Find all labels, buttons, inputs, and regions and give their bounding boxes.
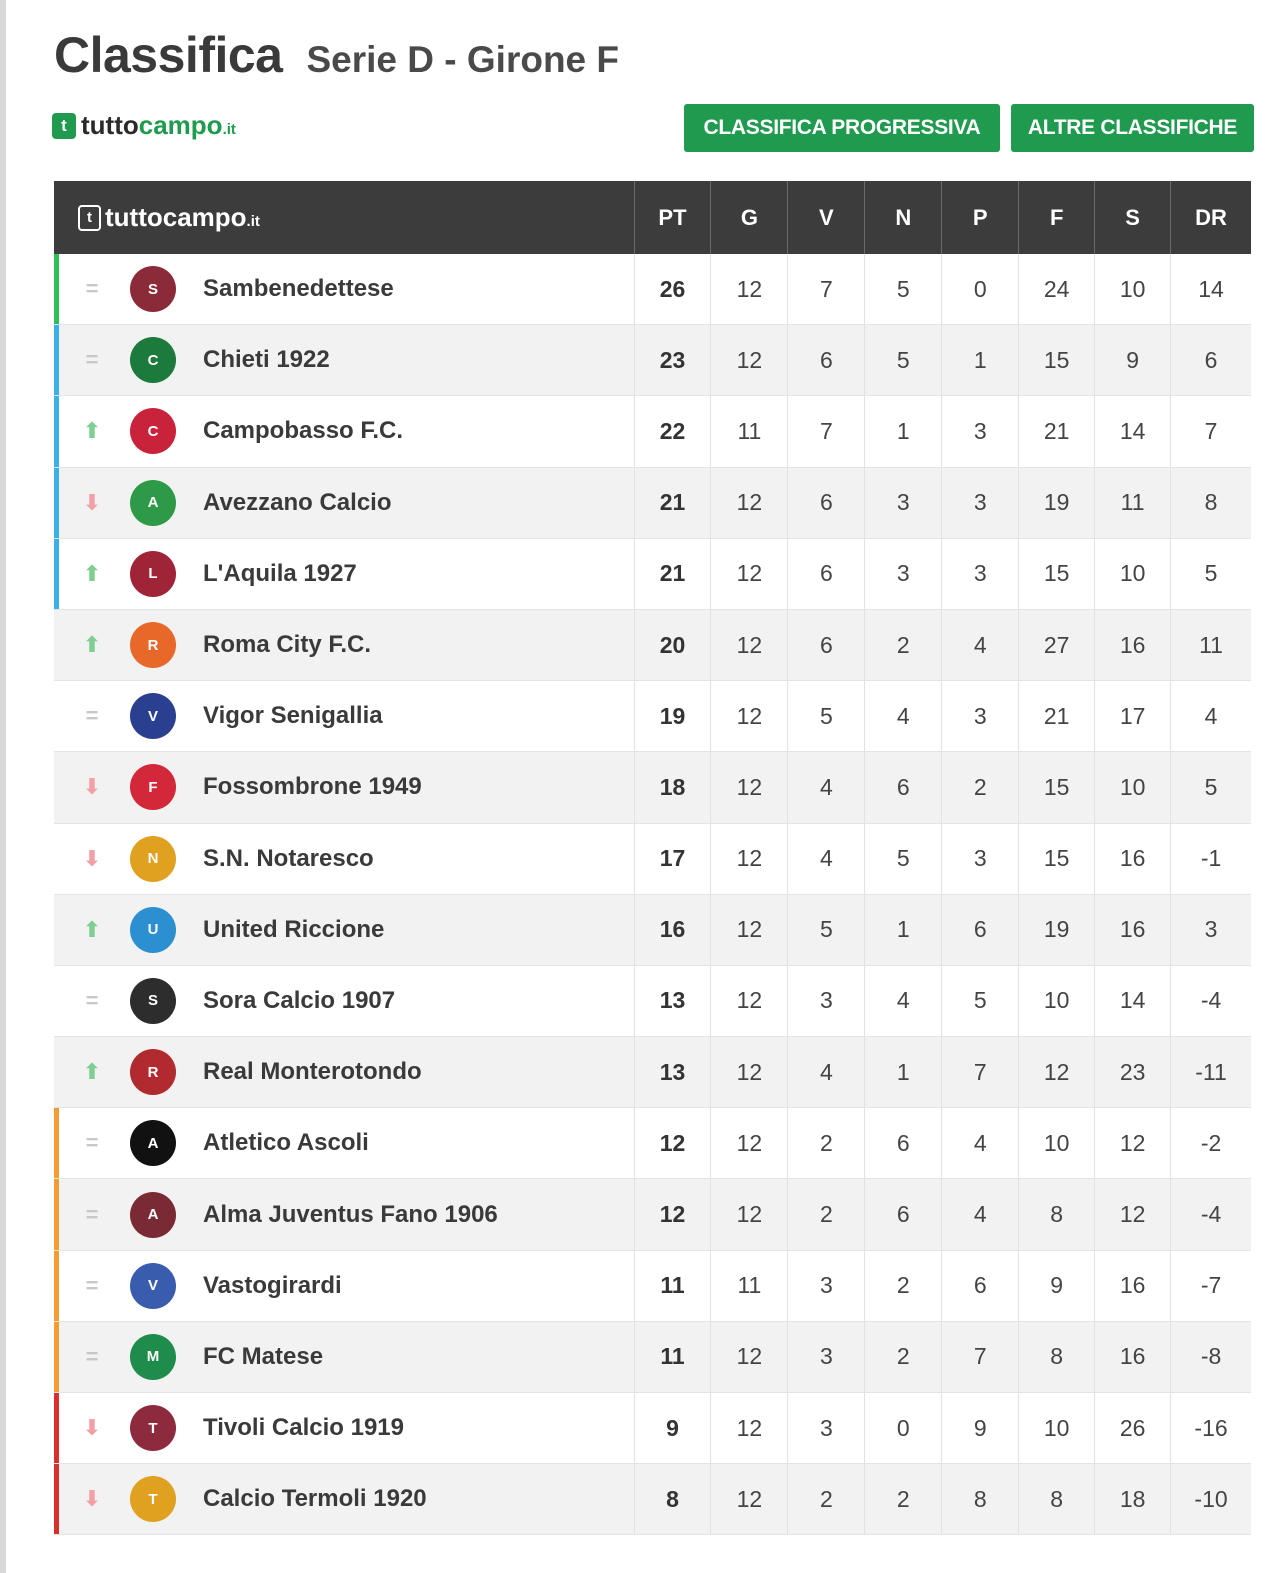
team-crest-icon[interactable]: A bbox=[130, 480, 176, 526]
cell-p: 3 bbox=[941, 824, 1018, 894]
cell-pt: 22 bbox=[634, 396, 711, 466]
team-cell bbox=[54, 752, 634, 822]
team-crest-icon[interactable]: R bbox=[130, 1049, 176, 1095]
team-crest-icon[interactable]: V bbox=[130, 693, 176, 739]
column-header-p[interactable]: P bbox=[941, 181, 1018, 254]
team-crest-icon[interactable]: C bbox=[130, 337, 176, 383]
column-header-f[interactable]: F bbox=[1018, 181, 1094, 254]
team-cell bbox=[54, 681, 634, 751]
zone-stripe bbox=[54, 1251, 59, 1321]
column-header-g[interactable]: G bbox=[710, 181, 787, 254]
team-cell bbox=[54, 824, 634, 894]
table-row[interactable] bbox=[54, 1251, 1251, 1322]
cell-v: 3 bbox=[787, 1251, 864, 1321]
cell-v: 2 bbox=[787, 1179, 864, 1249]
cell-dr: 4 bbox=[1170, 681, 1251, 751]
table-row[interactable] bbox=[54, 1322, 1251, 1393]
cell-p: 2 bbox=[941, 752, 1018, 822]
arrow-up-icon: ⬆ bbox=[82, 1059, 102, 1085]
team-name[interactable]: L'Aquila 1927 bbox=[203, 559, 357, 587]
team-cell bbox=[54, 1464, 634, 1534]
team-crest-icon[interactable]: V bbox=[130, 1263, 176, 1309]
team-crest-icon[interactable]: U bbox=[130, 907, 176, 953]
team-name[interactable]: Vigor Senigallia bbox=[203, 702, 383, 730]
cell-f: 15 bbox=[1018, 539, 1094, 609]
cell-n: 4 bbox=[864, 681, 941, 751]
cell-f: 9 bbox=[1018, 1251, 1094, 1321]
cell-f: 15 bbox=[1018, 824, 1094, 894]
cell-pt: 21 bbox=[634, 539, 711, 609]
cell-f: 10 bbox=[1018, 1393, 1094, 1463]
team-name[interactable]: Vastogirardi bbox=[203, 1271, 342, 1299]
arrow-up-icon: ⬆ bbox=[82, 560, 102, 586]
zone-stripe bbox=[54, 539, 59, 609]
cell-v: 6 bbox=[787, 468, 864, 538]
cell-p: 0 bbox=[941, 254, 1018, 324]
table-row[interactable] bbox=[54, 468, 1251, 539]
team-crest-icon[interactable]: S bbox=[130, 978, 176, 1024]
cell-f: 10 bbox=[1018, 1108, 1094, 1178]
altre-classifiche-button[interactable]: ALTRE CLASSIFICHE bbox=[1011, 104, 1254, 152]
arrow-down-icon: ⬇ bbox=[82, 1486, 102, 1512]
cell-n: 3 bbox=[864, 539, 941, 609]
cell-s: 11 bbox=[1094, 468, 1170, 538]
cell-g: 11 bbox=[710, 1251, 787, 1321]
zone-stripe bbox=[54, 325, 59, 395]
equals-icon: = bbox=[85, 1201, 99, 1227]
cell-p: 6 bbox=[941, 895, 1018, 965]
arrow-up-icon: ⬆ bbox=[82, 418, 102, 444]
equals-icon: = bbox=[85, 1130, 99, 1156]
cell-p: 8 bbox=[941, 1464, 1018, 1534]
cell-f: 8 bbox=[1018, 1322, 1094, 1392]
cell-p: 6 bbox=[941, 1251, 1018, 1321]
cell-f: 24 bbox=[1018, 254, 1094, 324]
table-row[interactable] bbox=[54, 895, 1251, 966]
team-cell bbox=[54, 396, 634, 466]
cell-p: 5 bbox=[941, 966, 1018, 1036]
table-row[interactable] bbox=[54, 824, 1251, 895]
team-cell bbox=[54, 1179, 634, 1249]
standings-table bbox=[54, 181, 1251, 1535]
cell-dr: 3 bbox=[1170, 895, 1251, 965]
cell-dr: 8 bbox=[1170, 468, 1251, 538]
table-row[interactable] bbox=[54, 1393, 1251, 1464]
team-crest-icon[interactable]: A bbox=[130, 1192, 176, 1238]
cell-v: 7 bbox=[787, 396, 864, 466]
arrow-up-icon: ⬆ bbox=[82, 916, 102, 942]
cell-pt: 13 bbox=[634, 1037, 711, 1107]
cell-g: 12 bbox=[710, 752, 787, 822]
cell-v: 3 bbox=[787, 1322, 864, 1392]
zone-stripe bbox=[54, 1322, 59, 1392]
cell-g: 12 bbox=[710, 895, 787, 965]
cell-s: 9 bbox=[1094, 325, 1170, 395]
cell-s: 16 bbox=[1094, 1251, 1170, 1321]
cell-dr: 6 bbox=[1170, 325, 1251, 395]
cell-n: 5 bbox=[864, 325, 941, 395]
cell-dr: -1 bbox=[1170, 824, 1251, 894]
cell-s: 10 bbox=[1094, 752, 1170, 822]
table-header bbox=[54, 181, 1251, 254]
cell-pt: 20 bbox=[634, 610, 711, 680]
zone-stripe bbox=[54, 1393, 59, 1463]
cell-p: 3 bbox=[941, 396, 1018, 466]
table-row[interactable] bbox=[54, 539, 1251, 610]
team-crest-icon[interactable]: T bbox=[130, 1405, 176, 1451]
cell-s: 10 bbox=[1094, 254, 1170, 324]
cell-v: 6 bbox=[787, 610, 864, 680]
zone-stripe bbox=[54, 1108, 59, 1178]
cell-f: 19 bbox=[1018, 468, 1094, 538]
team-name[interactable]: United Riccione bbox=[203, 915, 385, 943]
team-cell bbox=[54, 1322, 634, 1392]
page-title: Classifica bbox=[54, 27, 283, 83]
cell-p: 7 bbox=[941, 1037, 1018, 1107]
cell-n: 5 bbox=[864, 254, 941, 324]
team-crest-icon[interactable]: C bbox=[130, 408, 176, 454]
cell-n: 4 bbox=[864, 966, 941, 1036]
cell-p: 4 bbox=[941, 1108, 1018, 1178]
team-name[interactable]: Sambenedettese bbox=[203, 275, 394, 303]
cell-n: 2 bbox=[864, 1464, 941, 1534]
team-cell bbox=[54, 1037, 634, 1107]
page-subtitle: Serie D - Girone F bbox=[306, 39, 619, 80]
cell-s: 18 bbox=[1094, 1464, 1170, 1534]
cell-p: 3 bbox=[941, 681, 1018, 751]
cell-n: 2 bbox=[864, 1322, 941, 1392]
equals-icon: = bbox=[85, 1343, 99, 1369]
team-crest-icon[interactable]: F bbox=[130, 764, 176, 810]
cell-pt: 12 bbox=[634, 1179, 711, 1249]
cell-f: 15 bbox=[1018, 752, 1094, 822]
column-header-pt[interactable]: PT bbox=[634, 181, 711, 254]
cell-pt: 21 bbox=[634, 468, 711, 538]
arrow-up-icon: ⬆ bbox=[82, 632, 102, 658]
team-name[interactable]: Atletico Ascoli bbox=[203, 1129, 369, 1157]
cell-s: 14 bbox=[1094, 396, 1170, 466]
cell-n: 5 bbox=[864, 824, 941, 894]
cell-p: 3 bbox=[941, 468, 1018, 538]
cell-f: 21 bbox=[1018, 681, 1094, 751]
cell-f: 19 bbox=[1018, 895, 1094, 965]
team-crest-icon[interactable]: M bbox=[130, 1334, 176, 1380]
zone-stripe bbox=[54, 1179, 59, 1249]
cell-dr: -8 bbox=[1170, 1322, 1251, 1392]
cell-p: 1 bbox=[941, 325, 1018, 395]
team-name[interactable]: Calcio Termoli 1920 bbox=[203, 1485, 427, 1513]
cell-pt: 11 bbox=[634, 1251, 711, 1321]
cell-pt: 8 bbox=[634, 1464, 711, 1534]
table-row[interactable] bbox=[54, 1108, 1251, 1179]
team-name[interactable]: Tivoli Calcio 1919 bbox=[203, 1414, 404, 1442]
cell-v: 4 bbox=[787, 1037, 864, 1107]
arrow-down-icon: ⬇ bbox=[82, 774, 102, 800]
cell-dr: -10 bbox=[1170, 1464, 1251, 1534]
zone-stripe bbox=[54, 1464, 59, 1534]
cell-f: 12 bbox=[1018, 1037, 1094, 1107]
header-brand-text: tuttocampo bbox=[105, 202, 247, 232]
cell-dr: -4 bbox=[1170, 1179, 1251, 1249]
cell-s: 16 bbox=[1094, 610, 1170, 680]
cell-dr: 5 bbox=[1170, 752, 1251, 822]
cell-n: 6 bbox=[864, 1108, 941, 1178]
brand-name-dark: tutto bbox=[81, 110, 139, 140]
cell-v: 6 bbox=[787, 539, 864, 609]
cell-pt: 11 bbox=[634, 1322, 711, 1392]
team-crest-icon[interactable]: R bbox=[130, 622, 176, 668]
cell-v: 2 bbox=[787, 1108, 864, 1178]
equals-icon: = bbox=[85, 347, 99, 373]
arrow-down-icon: ⬇ bbox=[82, 489, 102, 515]
table-row[interactable] bbox=[54, 610, 1251, 681]
cell-g: 12 bbox=[710, 1393, 787, 1463]
cell-s: 23 bbox=[1094, 1037, 1170, 1107]
cell-n: 1 bbox=[864, 895, 941, 965]
cell-p: 4 bbox=[941, 1179, 1018, 1249]
table-row[interactable] bbox=[54, 254, 1251, 325]
table-row[interactable] bbox=[54, 396, 1251, 467]
left-edge-bar bbox=[0, 0, 6, 1573]
team-crest-icon[interactable]: S bbox=[130, 266, 176, 312]
team-cell bbox=[54, 468, 634, 538]
cell-v: 3 bbox=[787, 1393, 864, 1463]
column-header-n[interactable]: N bbox=[864, 181, 941, 254]
cell-f: 8 bbox=[1018, 1464, 1094, 1534]
cell-pt: 23 bbox=[634, 325, 711, 395]
table-row[interactable] bbox=[54, 966, 1251, 1037]
cell-n: 1 bbox=[864, 1037, 941, 1107]
team-cell bbox=[54, 1108, 634, 1178]
team-name[interactable]: Fossombrone 1949 bbox=[203, 773, 422, 801]
table-row[interactable] bbox=[54, 1179, 1251, 1250]
cell-p: 9 bbox=[941, 1393, 1018, 1463]
cell-n: 3 bbox=[864, 468, 941, 538]
team-name[interactable]: Roma City F.C. bbox=[203, 631, 372, 659]
cell-pt: 9 bbox=[634, 1393, 711, 1463]
brand-name-green: campo bbox=[138, 110, 223, 140]
cell-s: 12 bbox=[1094, 1108, 1170, 1178]
cell-n: 2 bbox=[864, 610, 941, 680]
header-brand-tld: .it bbox=[246, 213, 260, 230]
team-cell bbox=[54, 1393, 634, 1463]
cell-pt: 16 bbox=[634, 895, 711, 965]
brand-tld: .it bbox=[222, 121, 236, 138]
cell-n: 6 bbox=[864, 752, 941, 822]
team-cell bbox=[54, 966, 634, 1036]
cell-pt: 12 bbox=[634, 1108, 711, 1178]
team-crest-icon[interactable]: L bbox=[130, 551, 176, 597]
cell-dr: 7 bbox=[1170, 396, 1251, 466]
equals-icon: = bbox=[85, 1272, 99, 1298]
cell-s: 26 bbox=[1094, 1393, 1170, 1463]
cell-g: 12 bbox=[710, 1108, 787, 1178]
cell-s: 16 bbox=[1094, 895, 1170, 965]
cell-s: 17 bbox=[1094, 681, 1170, 751]
cell-p: 7 bbox=[941, 1322, 1018, 1392]
cell-pt: 26 bbox=[634, 254, 711, 324]
cell-n: 0 bbox=[864, 1393, 941, 1463]
cell-s: 10 bbox=[1094, 539, 1170, 609]
team-name[interactable]: Sora Calcio 1907 bbox=[203, 986, 396, 1014]
column-header-v[interactable]: V bbox=[787, 181, 864, 254]
team-name[interactable]: Campobasso F.C. bbox=[203, 417, 404, 445]
cell-f: 27 bbox=[1018, 610, 1094, 680]
team-name[interactable]: FC Matese bbox=[203, 1342, 324, 1370]
cell-v: 5 bbox=[787, 681, 864, 751]
header-brand bbox=[54, 181, 634, 254]
cell-pt: 18 bbox=[634, 752, 711, 822]
team-name[interactable]: Real Monterotondo bbox=[203, 1058, 422, 1086]
team-name[interactable]: S.N. Notaresco bbox=[203, 844, 374, 872]
team-cell bbox=[54, 539, 634, 609]
cell-v: 6 bbox=[787, 325, 864, 395]
cell-f: 10 bbox=[1018, 966, 1094, 1036]
cell-s: 16 bbox=[1094, 824, 1170, 894]
cell-p: 4 bbox=[941, 610, 1018, 680]
zone-stripe bbox=[54, 254, 59, 324]
table-body bbox=[54, 254, 1251, 1535]
header-brand-name bbox=[105, 202, 260, 233]
cell-g: 12 bbox=[710, 1179, 787, 1249]
classifica-progressiva-button[interactable]: CLASSIFICA PROGRESSIVA bbox=[684, 104, 1000, 152]
cell-dr: 11 bbox=[1170, 610, 1251, 680]
cell-f: 21 bbox=[1018, 396, 1094, 466]
equals-icon: = bbox=[85, 703, 99, 729]
column-header-dr[interactable]: DR bbox=[1170, 181, 1251, 254]
team-crest-icon[interactable]: N bbox=[130, 836, 176, 882]
cell-v: 4 bbox=[787, 824, 864, 894]
cell-dr: -2 bbox=[1170, 1108, 1251, 1178]
cell-v: 2 bbox=[787, 1464, 864, 1534]
cell-dr: -7 bbox=[1170, 1251, 1251, 1321]
tuttocampo-logo-icon: t bbox=[52, 113, 76, 139]
arrow-down-icon: ⬇ bbox=[82, 845, 102, 871]
cell-g: 12 bbox=[710, 1037, 787, 1107]
equals-icon: = bbox=[85, 276, 99, 302]
arrow-down-icon: ⬇ bbox=[82, 1415, 102, 1441]
cell-s: 12 bbox=[1094, 1179, 1170, 1249]
team-crest-icon[interactable]: T bbox=[130, 1476, 176, 1522]
cell-g: 11 bbox=[710, 396, 787, 466]
table-row[interactable] bbox=[54, 1037, 1251, 1108]
zone-stripe bbox=[54, 468, 59, 538]
cell-pt: 19 bbox=[634, 681, 711, 751]
cell-g: 12 bbox=[710, 468, 787, 538]
cell-g: 12 bbox=[710, 824, 787, 894]
cell-g: 12 bbox=[710, 610, 787, 680]
cell-g: 12 bbox=[710, 1322, 787, 1392]
cell-dr: -11 bbox=[1170, 1037, 1251, 1107]
cell-n: 6 bbox=[864, 1179, 941, 1249]
brand-name bbox=[81, 110, 236, 141]
table-row[interactable] bbox=[54, 752, 1251, 823]
table-row[interactable] bbox=[54, 325, 1251, 396]
table-row[interactable] bbox=[54, 1464, 1251, 1535]
cell-n: 2 bbox=[864, 1251, 941, 1321]
cell-pt: 17 bbox=[634, 824, 711, 894]
cell-dr: -16 bbox=[1170, 1393, 1251, 1463]
team-cell bbox=[54, 254, 634, 324]
cell-p: 3 bbox=[941, 539, 1018, 609]
cell-g: 12 bbox=[710, 681, 787, 751]
cell-g: 12 bbox=[710, 325, 787, 395]
team-name[interactable]: Chieti 1922 bbox=[203, 346, 330, 374]
cell-g: 12 bbox=[710, 966, 787, 1036]
team-cell bbox=[54, 895, 634, 965]
equals-icon: = bbox=[85, 987, 99, 1013]
zone-stripe bbox=[54, 396, 59, 466]
cell-v: 7 bbox=[787, 254, 864, 324]
cell-dr: 5 bbox=[1170, 539, 1251, 609]
team-name[interactable]: Avezzano Calcio bbox=[203, 488, 392, 516]
table-row[interactable] bbox=[54, 681, 1251, 752]
cell-f: 15 bbox=[1018, 325, 1094, 395]
team-cell bbox=[54, 610, 634, 680]
cell-n: 1 bbox=[864, 396, 941, 466]
cell-v: 4 bbox=[787, 752, 864, 822]
tuttocampo-header-logo-icon: t bbox=[78, 205, 101, 231]
cell-pt: 13 bbox=[634, 966, 711, 1036]
cell-s: 16 bbox=[1094, 1322, 1170, 1392]
cell-g: 12 bbox=[710, 254, 787, 324]
column-header-s[interactable]: S bbox=[1094, 181, 1170, 254]
cell-v: 3 bbox=[787, 966, 864, 1036]
cell-g: 12 bbox=[710, 1464, 787, 1534]
title-row bbox=[54, 26, 619, 84]
cell-g: 12 bbox=[710, 539, 787, 609]
brand-logo-link[interactable] bbox=[52, 110, 236, 141]
team-cell bbox=[54, 325, 634, 395]
team-cell bbox=[54, 1251, 634, 1321]
cell-dr: 14 bbox=[1170, 254, 1251, 324]
team-crest-icon[interactable]: A bbox=[130, 1120, 176, 1166]
team-name[interactable]: Alma Juventus Fano 1906 bbox=[203, 1200, 498, 1228]
cell-s: 14 bbox=[1094, 966, 1170, 1036]
cell-v: 5 bbox=[787, 895, 864, 965]
cell-f: 8 bbox=[1018, 1179, 1094, 1249]
cell-dr: -4 bbox=[1170, 966, 1251, 1036]
